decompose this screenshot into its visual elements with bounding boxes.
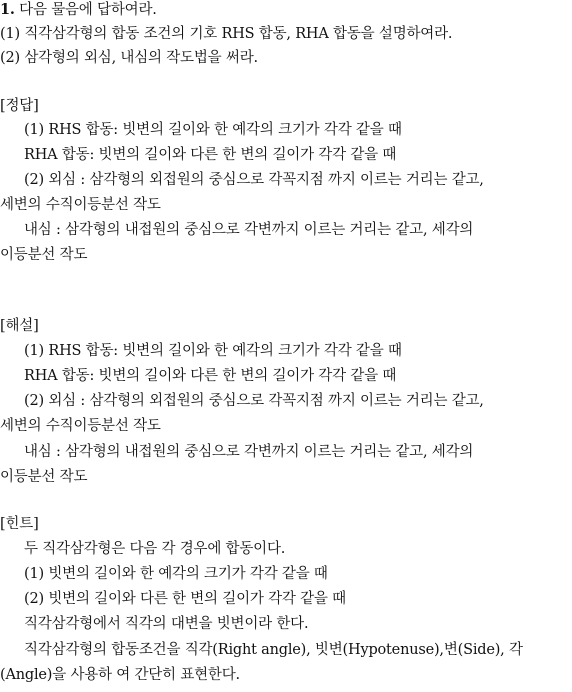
question-item-1: (1) 직각삼각형의 합동 조건의 기호 RHS 합동, RHA 합동을 설명하여라. — [0, 26, 453, 42]
question-number: 1. — [0, 1, 15, 18]
explanation-line-2: RHA 합동: 빗변의 길이와 다른 한 변의 길이가 각각 같을 때 — [24, 368, 397, 384]
answer-line-5: 내심 : 삼각형의 내접원의 중심으로 각변까지 이르는 거리는 같고, 세각의 — [24, 222, 474, 238]
answer-line-1: (1) RHS 합동: 빗변의 길이와 한 예각의 크기가 각각 같을 때 — [24, 122, 402, 138]
hint-heading: [힌트] — [0, 516, 39, 532]
hint-line-3: (2) 빗변의 길이와 다른 한 변의 길이가 각각 같을 때 — [24, 591, 346, 607]
question-prompt: 다음 물음에 답하여라. — [19, 2, 157, 18]
question-item-2: (2) 삼각형의 외심, 내심의 작도법을 써라. — [0, 50, 258, 66]
question-line — [0, 0, 157, 20]
explanation-line-1: (1) RHS 합동: 빗변의 길이와 한 예각의 크기가 각각 같을 때 — [24, 343, 402, 359]
hint-line-5: 직각삼각형의 합동조건을 직각(Right angle), 빗변(Hypotenuse),변(Side), 각 — [24, 642, 523, 658]
explanation-line-4: 세변의 수직이등분선 작도 — [0, 418, 161, 434]
explanation-line-6: 이등분선 작도 — [0, 469, 88, 485]
explanation-line-3: (2) 외심 : 삼각형의 외접원의 중심으로 각꼭지점 까지 이르는 거리는 같고, — [24, 393, 484, 409]
explanation-heading: [해설] — [0, 318, 39, 334]
hint-line-4: 직각삼각형에서 직각의 대변을 빗변이라 한다. — [24, 616, 309, 632]
explanation-line-5: 내심 : 삼각형의 내접원의 중심으로 각변까지 이르는 거리는 같고, 세각의 — [24, 444, 474, 460]
hint-line-2: (1) 빗변의 길이와 한 예각의 크기가 각각 같을 때 — [24, 566, 328, 582]
answer-line-3: (2) 외심 : 삼각형의 외접원의 중심으로 각꼭지점 까지 이르는 거리는 같고, — [24, 172, 484, 188]
answer-line-6: 이등분선 작도 — [0, 247, 88, 263]
hint-line-1: 두 직각삼각형은 다음 각 경우에 합동이다. — [24, 541, 286, 557]
answer-heading: [정답] — [0, 98, 39, 114]
answer-line-4: 세변의 수직이등분선 작도 — [0, 197, 161, 213]
answer-line-2: RHA 합동: 빗변의 길이와 다른 한 변의 길이가 각각 같을 때 — [24, 147, 397, 163]
hint-line-6: (Angle)을 사용하 여 간단히 표현한다. — [0, 667, 240, 683]
